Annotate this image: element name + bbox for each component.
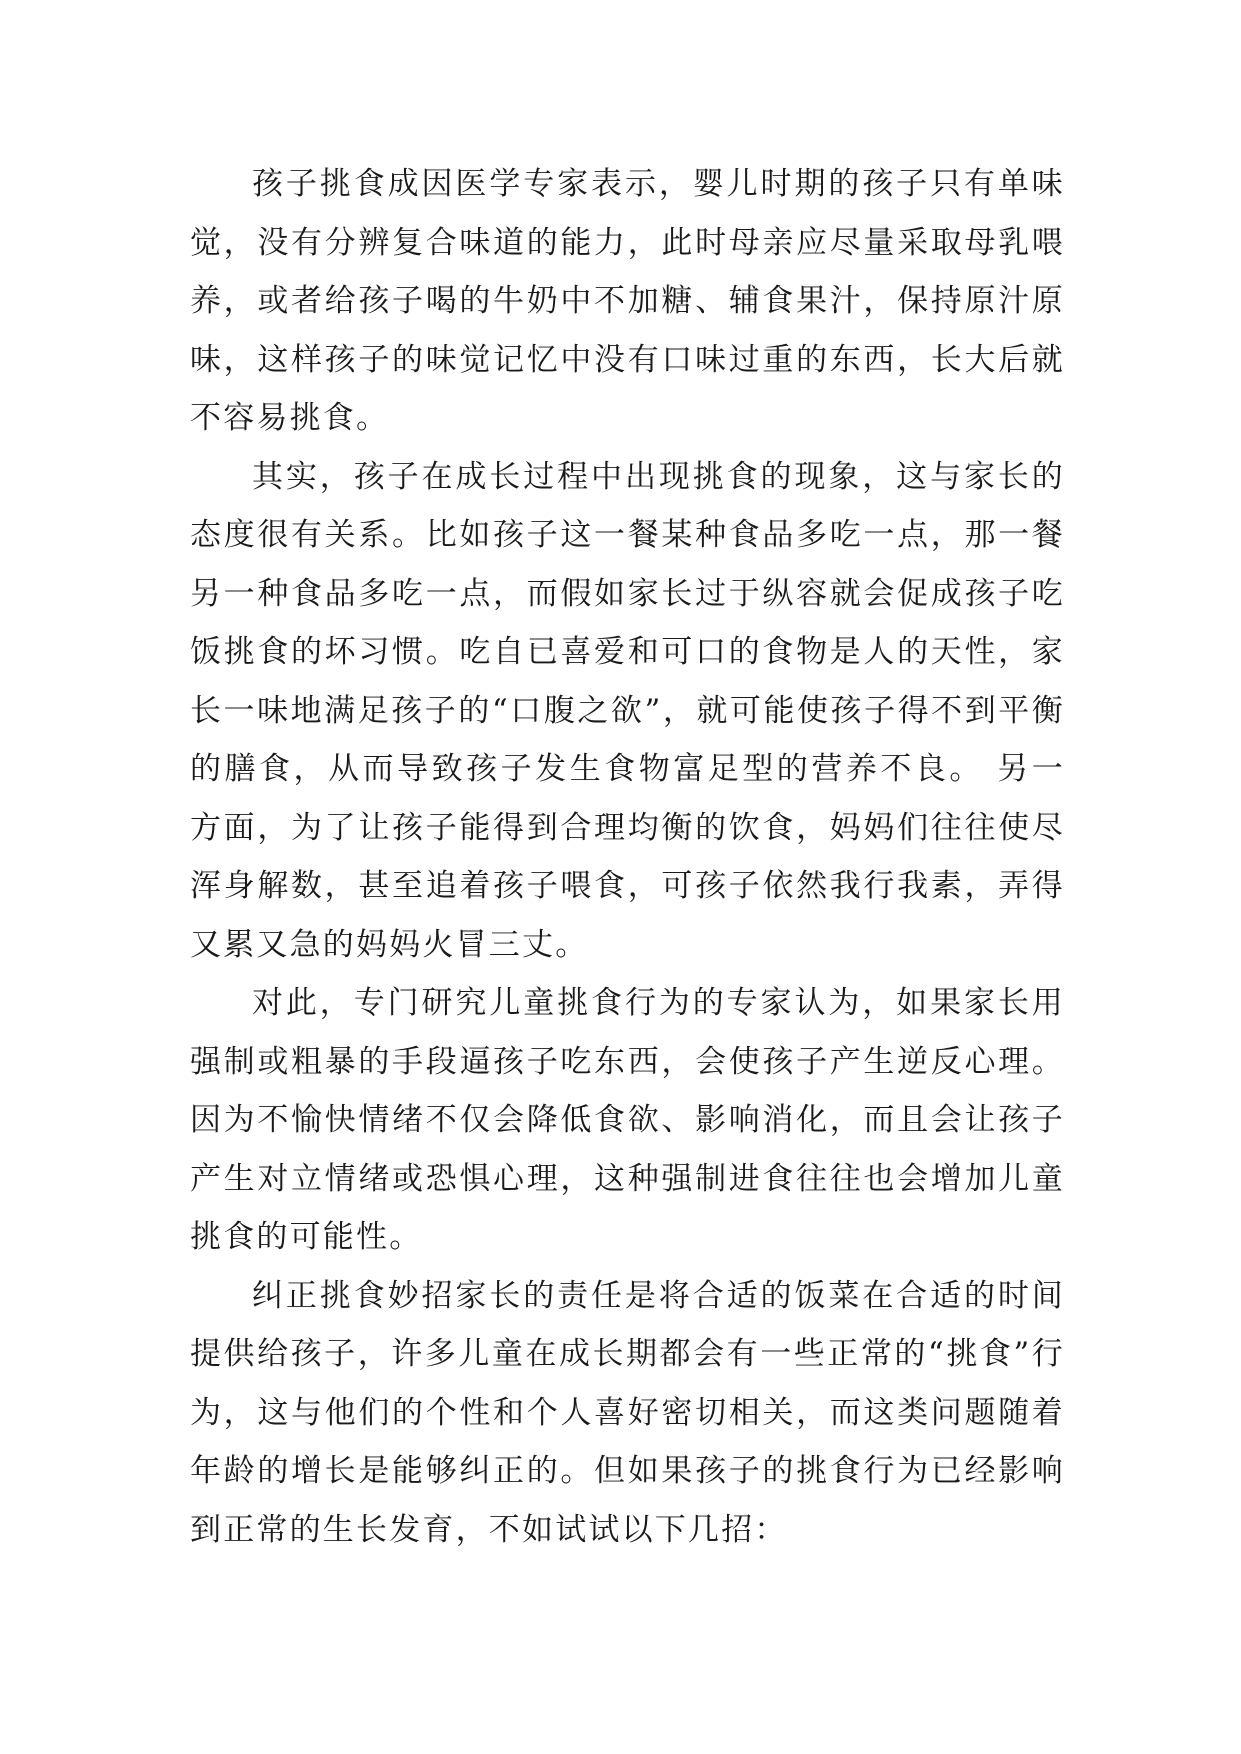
paragraph-1: 孩子挑食成因医学专家表示，婴儿时期的孩子只有单味觉，没有分辨复合味道的能力，此时母亲应尽量采取母乳喂养，或者给孩子喝的牛奶中不加糖、辅食果汁，保持原汁原味，这样孩子的味觉记忆中没有口味过重的东西，长大后就不容易挑食。 bbox=[190, 166, 1065, 436]
paragraph-3: 对此，专门研究儿童挑食行为的专家认为，如果家长用强制或粗暴的手段逼孩子吃东西，会使孩子产生逆反心理。因为不愉快情绪不仅会降低食欲、影响消化，而且会让孩子产生对立情绪或恐惧心理，这种强制进食往往也会增加儿童挑食的可能性。 bbox=[190, 985, 1065, 1255]
paragraph-2: 其实，孩子在成长过程中出现挑食的现象，这与家长的态度很有关系。比如孩子这一餐某种食品多吃一点，那一餐另一种食品多吃一点，而假如家长过于纵容就会促成孩子吃饭挑食的坏习惯。吃自已喜爱和可口的食物是人的天性，家长一味地满足孩子的“口腹之欲”，就可能使孩子得不到平衡的膳食，从而导致孩子发生食物富足型的营养不良。 另一方面，为了让孩子能得到合理均衡的饮食，妈妈们往往使尽浑身解数，甚至追着孩子喂食，可孩子依然我行我素，弄得又累又急的妈妈火冒三丈。 bbox=[190, 458, 1065, 963]
document-body bbox=[190, 155, 1065, 1559]
paragraph-4: 纠正挑食妙招家长的责任是将合适的饭菜在合适的时间提供给孩子，许多儿童在成长期都会有一些正常的“挑食”行为，这与他们的个性和个人喜好密切相关，而这类问题随着年龄的增长是能够纠正的。但如果孩子的挑食行为已经影响到正常的生长发育，不如试试以下几招： bbox=[190, 1277, 1065, 1548]
